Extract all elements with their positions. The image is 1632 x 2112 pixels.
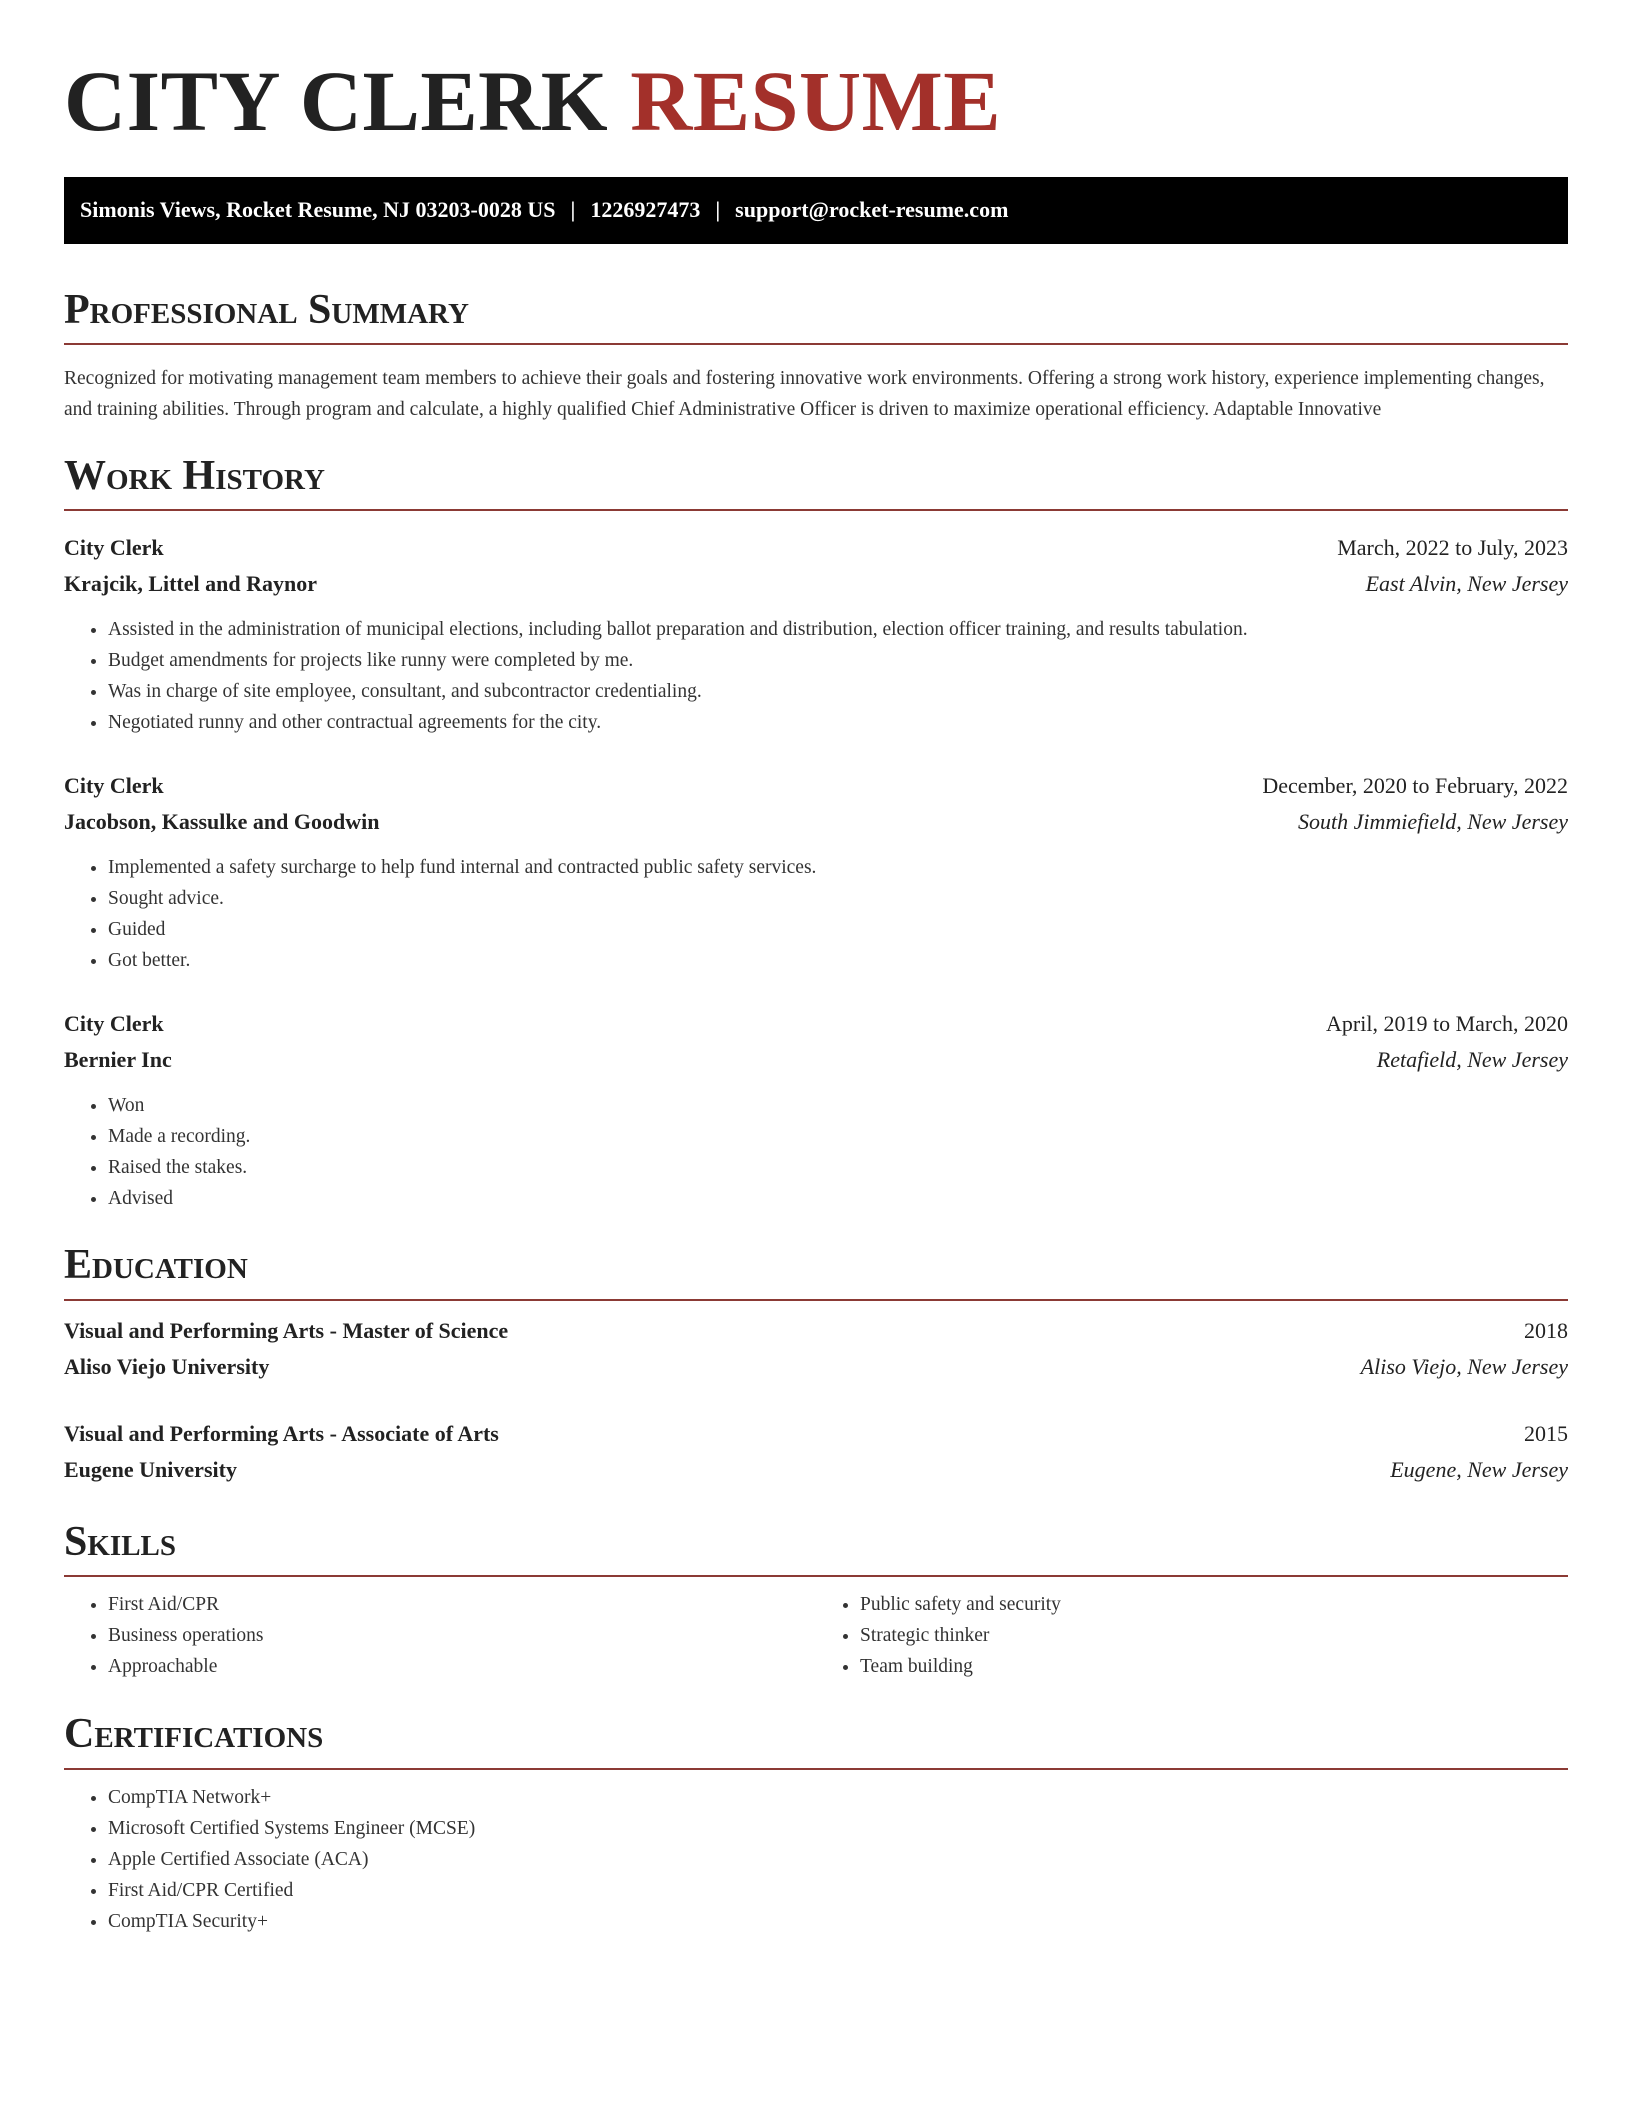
contact-email: support@rocket-resume.com: [735, 197, 1009, 223]
job-company: Bernier Inc: [64, 1047, 172, 1073]
contact-address: Simonis Views, Rocket Resume, NJ 03203-0028 US: [80, 197, 556, 223]
job-company-row: [64, 804, 1568, 840]
certification-item: • Microsoft Certified Systems Engineer (MCSE): [108, 1813, 1568, 1844]
work-history-heading: Work History: [64, 451, 1568, 511]
contact-bar: [64, 177, 1568, 244]
skill-item: • Team building: [860, 1651, 1568, 1682]
job-duty: • Raised the stakes.: [108, 1152, 1568, 1183]
certifications-list: [64, 1782, 1568, 1937]
job-duty: • Budget amendments for projects like runny were completed by me.: [108, 645, 1568, 676]
education-school: Aliso Viejo University: [64, 1353, 270, 1379]
title-accent: RESUME: [630, 53, 1002, 149]
job-header-row: [64, 530, 1568, 566]
job-location: Retafield, New Jersey: [1376, 1047, 1568, 1073]
job-duties-list: [64, 614, 1568, 738]
education-degree-row: [64, 1313, 1568, 1349]
work-history-section: [64, 451, 1568, 1214]
contact-separator: |: [570, 197, 576, 223]
certification-item: • CompTIA Network+: [108, 1782, 1568, 1813]
education-year: 2018: [1524, 1317, 1568, 1343]
summary-heading: Professional Summary: [64, 285, 1568, 345]
job-company: Krajcik, Littel and Raynor: [64, 571, 317, 597]
job-title: City Clerk: [64, 535, 164, 561]
skills-list-right: [816, 1589, 1568, 1682]
job-entry: [64, 530, 1568, 738]
job-duties-list: [64, 852, 1568, 976]
skill-item: • Strategic thinker: [860, 1620, 1568, 1651]
certifications-section: [64, 1709, 1568, 1936]
certification-item: • Apple Certified Associate (ACA): [108, 1844, 1568, 1875]
job-dates: April, 2019 to March, 2020: [1326, 1011, 1568, 1037]
job-entry: [64, 768, 1568, 976]
education-heading: Education: [64, 1240, 1568, 1300]
job-location: East Alvin, New Jersey: [1365, 571, 1568, 597]
job-duty: • Was in charge of site employee, consultant, and subcontractor credentialing.: [108, 676, 1568, 707]
education-degree: Visual and Performing Arts - Master of Science: [64, 1317, 509, 1343]
education-school: Eugene University: [64, 1456, 237, 1482]
skills-heading: Skills: [64, 1517, 1568, 1577]
job-duty: • Guided: [108, 914, 1568, 945]
job-company-row: [64, 566, 1568, 602]
job-duty: • Implemented a safety surcharge to help fund internal and contracted public safety services.: [108, 852, 1568, 883]
skill-item: • Approachable: [108, 1651, 816, 1682]
job-duty: • Got better.: [108, 945, 1568, 976]
job-duty: • Sought advice.: [108, 883, 1568, 914]
certification-item: • CompTIA Security+: [108, 1906, 1568, 1937]
skill-item: • First Aid/CPR: [108, 1589, 816, 1620]
job-company-row: [64, 1042, 1568, 1078]
summary-text: Recognized for motivating management team members to achieve their goals and fostering innovative work environments. Offering a strong work history, experience implementing changes, and training abilities. Through program and calculate, a highly qualified Chief Administrative Officer is driven to maximize operational efficiency. Adaptable Innovative: [64, 367, 1545, 420]
job-duties-list: [64, 1090, 1568, 1214]
education-section: [64, 1240, 1568, 1487]
job-title: City Clerk: [64, 1011, 164, 1037]
education-year: 2015: [1524, 1420, 1568, 1446]
job-duty: • Assisted in the administration of municipal elections, including ballot preparation and distribution, election officer training, and results tabulation.: [108, 614, 1568, 645]
job-duty: • Won: [108, 1090, 1568, 1121]
job-header-row: [64, 1006, 1568, 1042]
summary-section: [64, 285, 1568, 425]
skills-list-left: [64, 1589, 816, 1682]
skill-item: • Business operations: [108, 1620, 816, 1651]
resume-title: [64, 54, 1568, 149]
job-entry: [64, 1006, 1568, 1214]
education-school-row: [64, 1349, 1568, 1385]
education-degree: Visual and Performing Arts - Associate of Arts: [64, 1420, 499, 1446]
job-dates: March, 2022 to July, 2023: [1337, 535, 1568, 561]
education-school-row: [64, 1452, 1568, 1488]
job-duty: • Negotiated runny and other contractual agreements for the city.: [108, 707, 1568, 738]
job-company: Jacobson, Kassulke and Goodwin: [64, 809, 380, 835]
skills-grid: [64, 1589, 1568, 1682]
contact-separator: |: [715, 197, 721, 223]
job-location: South Jimmiefield, New Jersey: [1297, 809, 1568, 835]
job-title: City Clerk: [64, 773, 164, 799]
education-degree-row: [64, 1416, 1568, 1452]
job-duty: • Advised: [108, 1183, 1568, 1214]
contact-phone: 1226927473: [590, 197, 701, 223]
skills-section: [64, 1517, 1568, 1682]
job-dates: December, 2020 to February, 2022: [1262, 773, 1568, 799]
education-entry: [64, 1313, 1568, 1385]
certification-item: • First Aid/CPR Certified: [108, 1875, 1568, 1906]
job-header-row: [64, 768, 1568, 804]
education-entry: [64, 1416, 1568, 1488]
education-location: Eugene, New Jersey: [1390, 1456, 1568, 1482]
title-main: CITY CLERK: [64, 53, 609, 149]
certifications-heading: Certifications: [64, 1709, 1568, 1769]
education-location: Aliso Viejo, New Jersey: [1360, 1353, 1568, 1379]
skill-item: • Public safety and security: [860, 1589, 1568, 1620]
job-duty: • Made a recording.: [108, 1121, 1568, 1152]
